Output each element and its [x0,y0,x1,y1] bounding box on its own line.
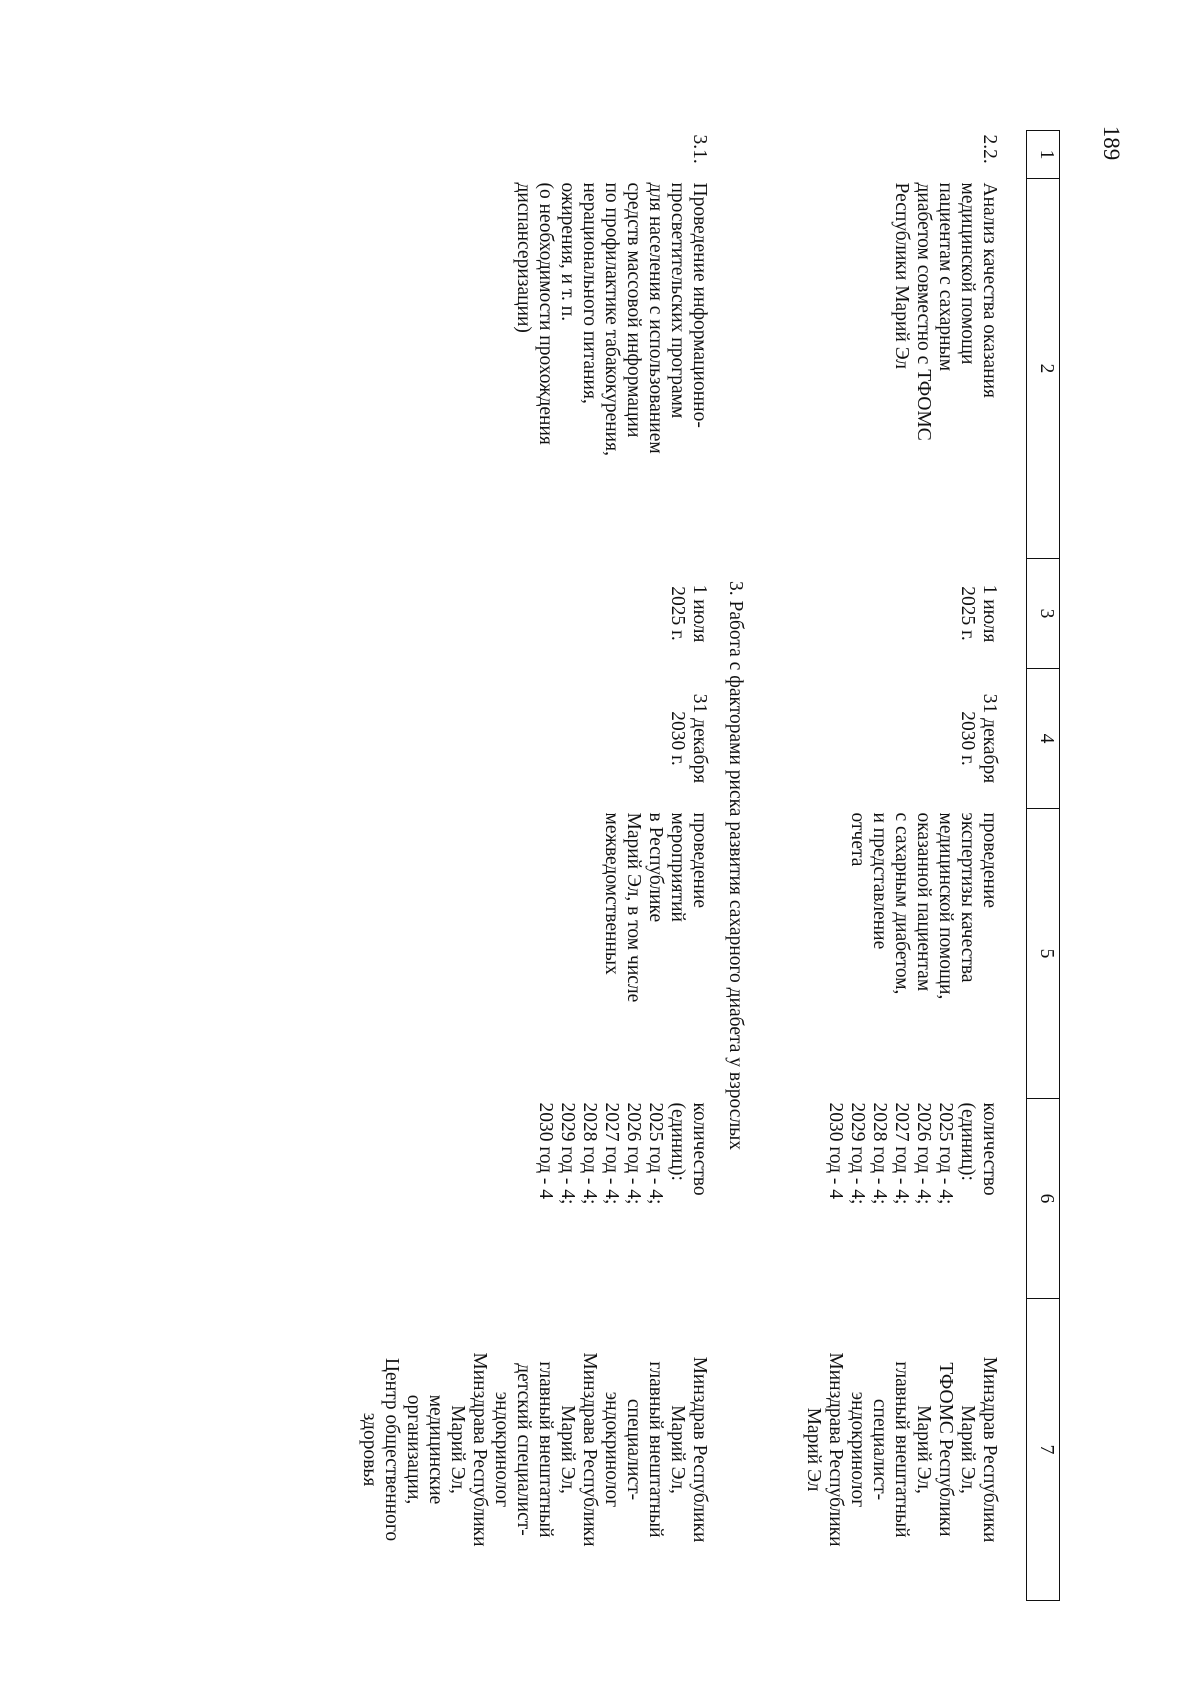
cell-line: Марий Эл, [957,1405,978,1494]
cell-line: 2030 год - 4 [535,1102,556,1199]
cell-line: эндокринолог [847,1391,868,1508]
cell-line: главный внештатный [891,1361,912,1538]
cell-line: 2030 год - 4 [825,1102,846,1199]
cell-line: детский специалист- [513,1363,534,1536]
header-col-7: 7 [1027,1299,1060,1601]
cell-line: пациентам с сахарным [935,182,956,372]
cell-line: Анализ качества оказания [979,182,1000,399]
cell-line: 31 декабря [979,693,1000,784]
cell-line: Минздрава Республики [579,1352,600,1547]
cell-line: Марий Эл, [557,1405,578,1494]
cell-line: 2025 год - 4; [645,1102,666,1205]
activity-table [358,130,1060,1601]
cell-line: и представление [869,812,890,950]
cell-line: средств массовой информации [623,182,644,438]
cell-line: (о необходимости прохождения [535,182,556,445]
expected-result [358,809,710,1099]
cell-line: медицинские [425,1394,446,1505]
cell-line: Марий Эл, [667,1405,688,1494]
page-number: 189 [1099,125,1124,161]
cell-line [1000,131,1027,1601]
indicator [358,1099,710,1299]
section-heading-row [710,131,760,1601]
cell-line: специалист- [869,1398,890,1501]
cell-line: Минздрава Республики [825,1352,846,1547]
cell-line: Марий Эл, [913,1405,934,1494]
cell-line: Марий Эл, в том числе [623,812,644,1003]
cell-line: эндокринолог [601,1391,622,1508]
table-row [358,131,710,1601]
cell-line: 2028 год - 4; [869,1102,890,1205]
header-col-1: 1 [1027,131,1060,179]
cell-line: количество [689,1102,710,1196]
cell-line: специалист- [623,1398,644,1501]
end-date [760,669,1000,809]
cell-line: количество [979,1102,1000,1196]
section-title: 3. Работа с факторами риска развития сахарного диабета у взрослых [725,580,746,1151]
header-col-3: 3 [1027,559,1060,669]
table-header-row [1027,131,1060,1601]
cell-line: ожирения, и т. п. [557,182,578,322]
cell-line: в Республике [645,812,666,923]
cell-line: отчета [847,812,868,867]
cell-line: 2028 год - 4; [579,1102,600,1205]
cell-line: 1 июля [979,584,1000,643]
cell-line: Центр общественного [381,1357,402,1542]
cell-line: 2029 год - 4; [557,1102,578,1205]
cell-line: 2025 г. [667,586,688,641]
cell-line: Марий Эл [803,1407,824,1492]
activity-name [760,179,1000,559]
responsible [358,1299,710,1601]
end-date [358,669,710,809]
start-date [358,559,710,669]
cell-line: просветительских программ [667,182,688,419]
cell-line: ТФОМС Республики [935,1362,956,1537]
cell-line: с сахарным диабетом, [891,812,912,995]
cell-line: 1 июля [689,584,710,643]
header-col-4: 4 [1027,669,1060,809]
expected-result [760,809,1000,1099]
cell-line: главный внештатный [535,1361,556,1538]
cell-line: 2026 год - 4; [623,1102,644,1205]
cell-line: эндокринолог [491,1391,512,1508]
cell-line: медицинской помощи, [935,812,956,1000]
cell-line: проведение [689,812,710,909]
cell-line: Марий Эл, [447,1405,468,1494]
cell-line: Проведение информационно- [689,182,710,428]
cell-line: (единиц): [957,1102,978,1181]
rotated-table-sheet [180,130,1060,1600]
cell-line: здоровья [359,1412,380,1487]
cell-line: (единиц): [667,1102,688,1181]
cell-line: 2025 год - 4; [935,1102,956,1205]
header-col-2: 2 [1027,179,1060,559]
header-col-6: 6 [1027,1099,1060,1299]
cell-line: Минздрав Республики [979,1356,1000,1543]
cell-line: мероприятий [667,812,688,922]
cell-line: 2025 г. [957,586,978,641]
cell-line: диспансеризации) [513,182,534,333]
cell-line: Минздрава Республики [469,1352,490,1547]
cell-line: 2027 год - 4; [891,1102,912,1205]
cell-line: 2030 г. [667,711,688,766]
row-number: 3.1. [689,134,710,164]
cell-line: организации, [403,1394,424,1505]
cell-line: экспертизы качества [957,812,978,983]
cell-line: 2030 г. [957,711,978,766]
cell-line: оказанной пациентам [913,812,934,992]
cell-line: диабетом совместно с ТФОМС [913,182,934,441]
cell-line: 2029 год - 4; [847,1102,868,1205]
cell-line: проведение [979,812,1000,909]
cell-line: 31 декабря [689,693,710,784]
responsible [760,1299,1000,1601]
cell-line: по профилактике табакокурения, [601,182,622,456]
cell-line: для населения с использованием [645,182,666,454]
cell-line: 2026 год - 4; [913,1102,934,1205]
start-date [760,559,1000,669]
row-number: 2.2. [979,134,1000,164]
header-col-5: 5 [1027,809,1060,1099]
table-row [760,131,1000,1601]
cell-line: главный внештатный [645,1361,666,1538]
indicator [760,1099,1000,1299]
cell-line: 2027 год - 4; [601,1102,622,1205]
cell-line: нерационального питания, [579,182,600,404]
cell-line: Республики Марий Эл [891,182,912,370]
cell-line: Минздрав Республики [689,1356,710,1543]
activity-name [358,179,710,559]
cell-line: межведомственных [601,812,622,975]
cell-line: медицинской помощи [957,182,978,365]
